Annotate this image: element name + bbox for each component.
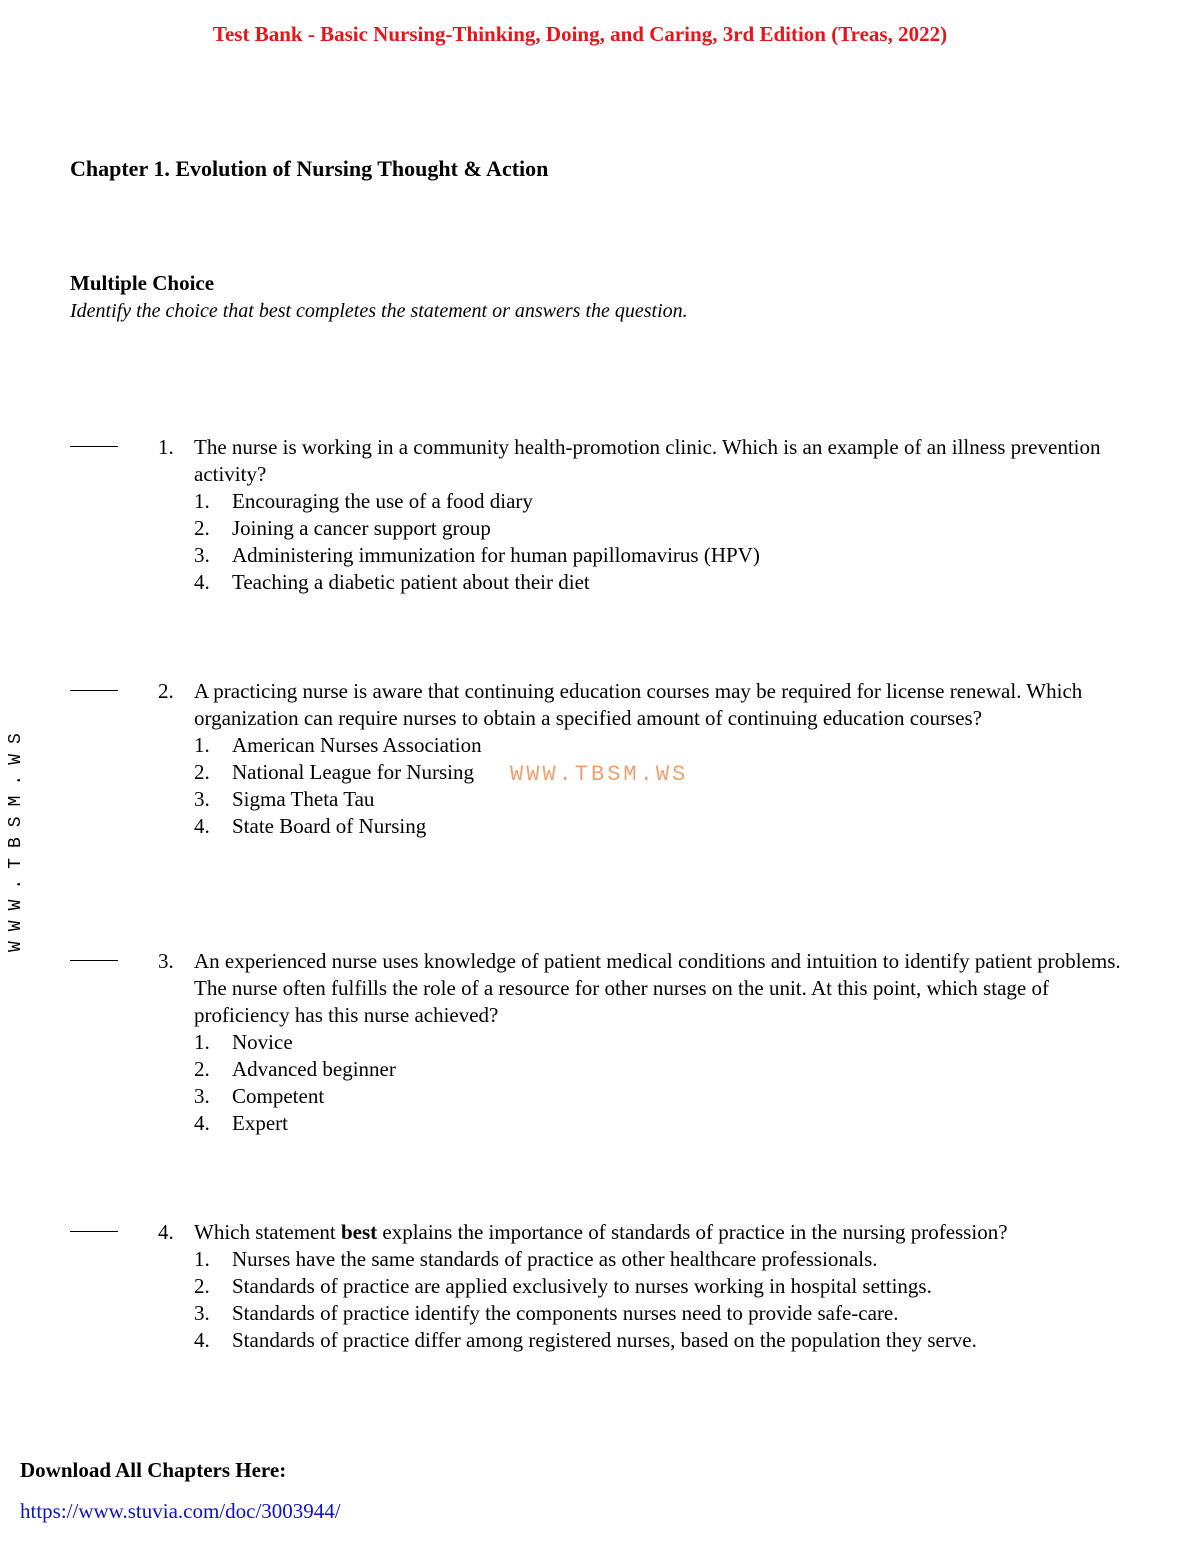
document-header: Test Bank - Basic Nursing-Thinking, Doing, and Caring, 3rd Edition (Treas, 2022) (212, 22, 948, 46)
download-title: Download All Chapters Here: (20, 1458, 287, 1482)
question-body (194, 1219, 1124, 1354)
option-text: National League for Nursing (232, 760, 475, 784)
option (194, 732, 1124, 759)
option-number: 3. (194, 1084, 210, 1108)
option-text: Competent (232, 1084, 325, 1108)
watermark-side: WWW.TBSM.WS (6, 723, 26, 952)
answer-blank[interactable] (70, 446, 118, 447)
option-text: Sigma Theta Tau (232, 787, 375, 811)
option (194, 1327, 1124, 1354)
option-number: 2. (194, 516, 210, 540)
option-number: 2. (194, 1274, 210, 1298)
option (194, 1246, 1124, 1273)
download-link[interactable]: https://www.stuvia.com/doc/3003944/ (20, 1499, 341, 1523)
option-text: Standards of practice differ among registered nurses, based on the population they serve. (232, 1328, 977, 1352)
option-number: 1. (194, 489, 210, 513)
option (194, 813, 1124, 840)
question-number: 2. (158, 679, 174, 703)
option-text: Joining a cancer support group (232, 516, 491, 540)
option-number: 4. (194, 570, 210, 594)
option-text: American Nurses Association (232, 733, 482, 757)
question-text-part: Which statement (194, 1220, 341, 1244)
option (194, 1083, 1124, 1110)
question-text (194, 1219, 1124, 1246)
option-text: Expert (232, 1111, 288, 1135)
option (194, 1273, 1124, 1300)
option-list (194, 1246, 1124, 1354)
option (194, 1029, 1124, 1056)
section-title: Multiple Choice (70, 271, 215, 295)
section-instruction: Identify the choice that best completes the statement or answers the question. (70, 300, 688, 322)
option-text: Encouraging the use of a food diary (232, 489, 533, 513)
question-text: The nurse is working in a community health-promotion clinic. Which is an example of an illness prevention activity? (194, 435, 1101, 486)
option-number: 2. (194, 1057, 210, 1081)
option-list (194, 1029, 1124, 1137)
question-body (194, 678, 1124, 840)
option-number: 1. (194, 733, 210, 757)
option-text: Advanced beginner (232, 1057, 396, 1081)
option-number: 3. (194, 1301, 210, 1325)
option-text: Administering immunization for human papillomavirus (HPV) (232, 543, 760, 567)
question-text-part: explains the importance of standards of practice in the nursing profession? (377, 1220, 1008, 1244)
option (194, 515, 1124, 542)
question-number: 3. (158, 949, 174, 973)
question-number: 1. (158, 435, 174, 459)
option-number: 4. (194, 814, 210, 838)
option (194, 542, 1124, 569)
option-number: 1. (194, 1247, 210, 1271)
option (194, 569, 1124, 596)
option-number: 1. (194, 1030, 210, 1054)
option-list (194, 488, 1124, 596)
option-text: Nurses have the same standards of practice as other healthcare professionals. (232, 1247, 878, 1271)
option-number: 2. (194, 760, 210, 784)
option (194, 1110, 1124, 1137)
option (194, 1056, 1124, 1083)
option-number: 4. (194, 1111, 210, 1135)
option (194, 1300, 1124, 1327)
question-number: 4. (158, 1220, 174, 1244)
answer-blank[interactable] (70, 960, 118, 961)
option-number: 4. (194, 1328, 210, 1352)
option (194, 786, 1124, 813)
option-text: Novice (232, 1030, 293, 1054)
option-number: 3. (194, 787, 210, 811)
option-text: Standards of practice are applied exclusively to nurses working in hospital settings. (232, 1274, 932, 1298)
answer-blank[interactable] (70, 1231, 118, 1232)
question-text: An experienced nurse uses knowledge of patient medical conditions and intuition to identify patient problems. The nurse often fulfills the role of a resource for other nurses on the unit. At this point, which stage of proficiency has this nurse achieved? (194, 949, 1121, 1027)
question-text: A practicing nurse is aware that continuing education courses may be required for license renewal. Which organization can require nurses to obtain a specified amount of continuing education courses? (194, 679, 1083, 730)
question-body (194, 948, 1124, 1137)
chapter-title: Chapter 1. Evolution of Nursing Thought & Action (70, 156, 549, 181)
option-text: State Board of Nursing (232, 814, 427, 838)
option (194, 488, 1124, 515)
option-text: Teaching a diabetic patient about their diet (232, 570, 590, 594)
question-text-emphasis: best (340, 1220, 378, 1244)
question-body (194, 434, 1124, 596)
watermark-inline: WWW.TBSM.WS (510, 762, 689, 787)
option-number: 3. (194, 543, 210, 567)
option-text: Standards of practice identify the components nurses need to provide safe-care. (232, 1301, 899, 1325)
answer-blank[interactable] (70, 690, 118, 691)
